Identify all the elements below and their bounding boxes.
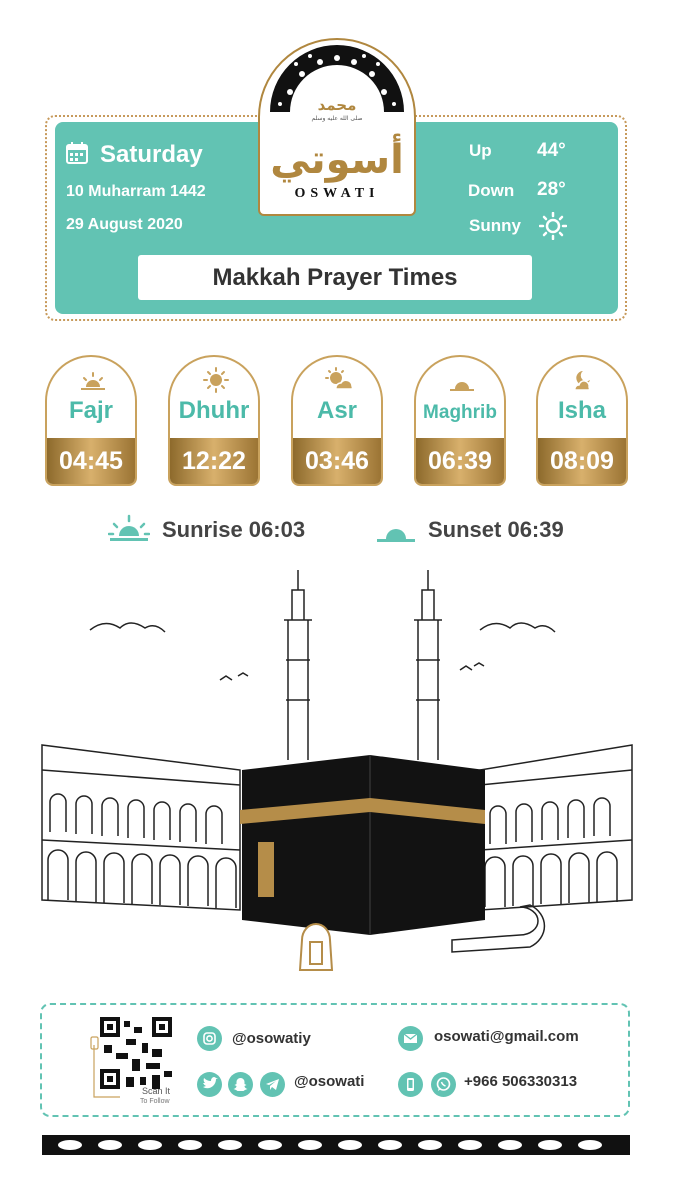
hijri-date: 10 Muharram 1442 bbox=[66, 183, 206, 200]
sunrise-icon bbox=[108, 514, 150, 544]
email-address[interactable]: osowati@gmail.com bbox=[434, 1028, 579, 1045]
calendar-icon bbox=[66, 142, 88, 164]
prayer-time: 06:39 bbox=[416, 438, 504, 484]
temp-down-label: Down bbox=[468, 181, 515, 200]
whatsapp-icon[interactable] bbox=[431, 1072, 456, 1097]
prayer-card-dhuhr bbox=[168, 355, 260, 486]
prayer-time: 03:46 bbox=[293, 438, 381, 484]
prayer-name: Dhuhr bbox=[178, 397, 250, 424]
telegram-icon[interactable] bbox=[260, 1072, 285, 1097]
sunset-icon bbox=[447, 367, 477, 393]
oswati-logo bbox=[258, 38, 416, 216]
temp-down-value: 28° bbox=[537, 179, 566, 200]
sun-cloud-icon bbox=[324, 367, 354, 393]
twitter-icon[interactable] bbox=[197, 1072, 222, 1097]
email-icon[interactable] bbox=[398, 1026, 423, 1051]
svg-text:محمد: محمد bbox=[317, 96, 357, 114]
prayer-name: Fajr bbox=[68, 397, 113, 424]
sunset-icon bbox=[375, 526, 417, 544]
scan-label: Scan It bbox=[142, 1086, 171, 1096]
sun-icon bbox=[201, 367, 231, 393]
prayer-name: Isha bbox=[557, 397, 607, 424]
social-handle[interactable]: @osowati bbox=[294, 1073, 365, 1090]
phone-icon[interactable] bbox=[398, 1072, 423, 1097]
prayer-name: Asr bbox=[316, 397, 358, 424]
page-title: Makkah Prayer Times bbox=[212, 263, 458, 291]
kaaba-illustration bbox=[40, 560, 634, 980]
temp-up-value: 44° bbox=[537, 140, 566, 161]
phone-number[interactable]: +966 506330313 bbox=[464, 1073, 578, 1090]
temp-up-label: Up bbox=[469, 141, 492, 160]
prayer-name: Maghrib bbox=[423, 402, 497, 423]
dawn-icon bbox=[78, 367, 108, 393]
title-box bbox=[138, 255, 532, 300]
prayer-time: 04:45 bbox=[47, 438, 135, 484]
weather-condition: Sunny bbox=[469, 216, 521, 235]
decorative-border bbox=[42, 1133, 630, 1157]
sun-icon bbox=[539, 212, 567, 240]
moon-cloud-icon bbox=[569, 367, 599, 393]
day-label: Saturday bbox=[100, 141, 203, 168]
svg-text:أسوتي: أسوتي bbox=[270, 137, 404, 183]
instagram-icon[interactable] bbox=[197, 1026, 222, 1051]
prayer-card-asr bbox=[291, 355, 383, 486]
prayer-card-maghrib bbox=[414, 355, 506, 486]
prayer-card-fajr bbox=[45, 355, 137, 486]
sunset-time: Sunset 06:39 bbox=[428, 517, 564, 542]
sunrise-time: Sunrise 06:03 bbox=[162, 517, 306, 542]
svg-text:OSWATI: OSWATI bbox=[294, 186, 380, 201]
prayer-card-isha bbox=[536, 355, 628, 486]
scan-sublabel: To Follow bbox=[140, 1098, 170, 1105]
qr-code[interactable] bbox=[90, 1015, 176, 1111]
prayer-time: 08:09 bbox=[538, 438, 626, 484]
instagram-handle[interactable]: @osowatiy bbox=[232, 1030, 311, 1047]
snapchat-icon[interactable] bbox=[228, 1072, 253, 1097]
gregorian-date: 29 August 2020 bbox=[66, 216, 183, 233]
prayer-time: 12:22 bbox=[170, 438, 258, 484]
svg-text:صلى الله عليه وسلم: صلى الله عليه وسلم bbox=[311, 115, 363, 122]
